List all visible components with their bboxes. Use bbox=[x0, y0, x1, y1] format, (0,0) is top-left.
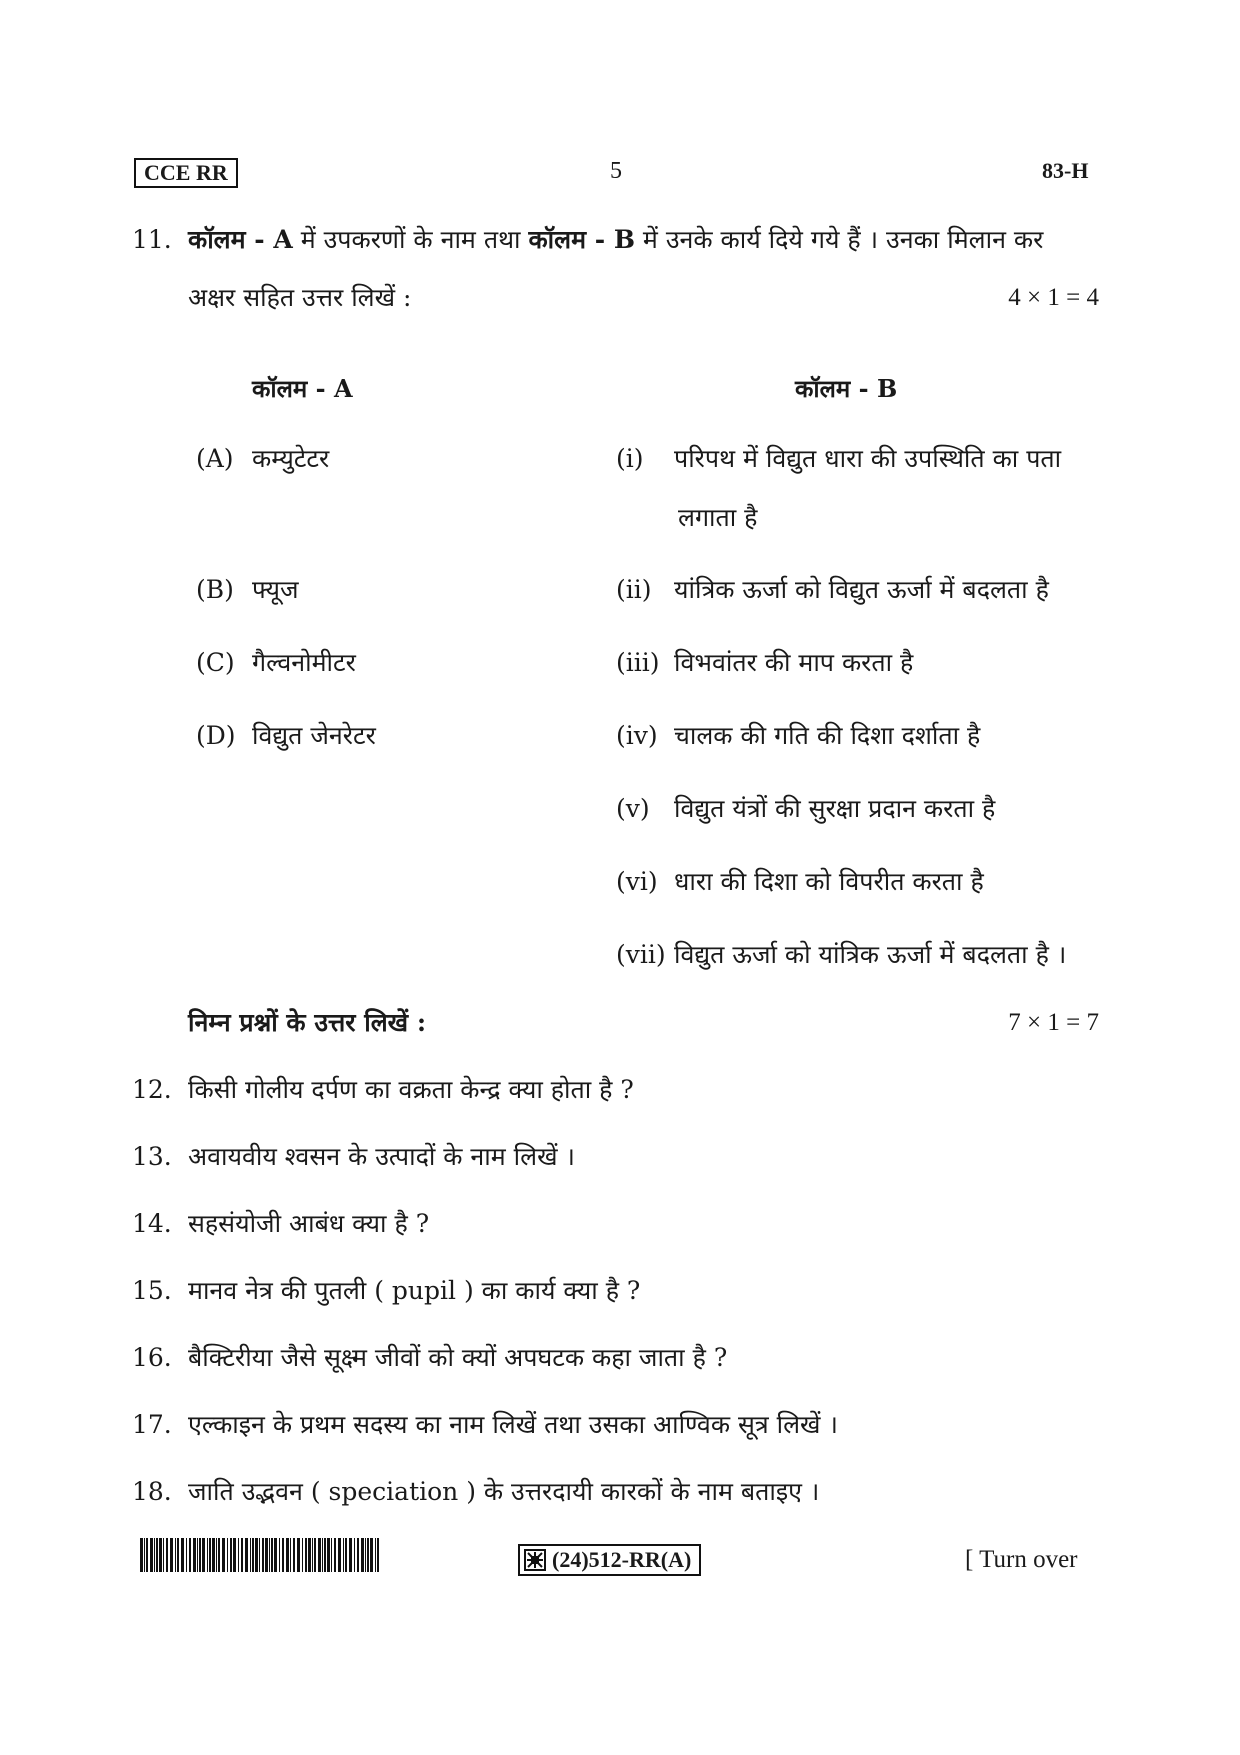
barcode-bar bbox=[222, 1538, 225, 1572]
barcode-bar bbox=[375, 1538, 376, 1572]
question-number: 13. bbox=[132, 1142, 172, 1171]
barcode-bar bbox=[322, 1538, 323, 1572]
question-number: 12. bbox=[132, 1075, 172, 1104]
question-text: जाति उद्भवन ( speciation ) के उत्तरदायी कारकों के नाम बताइए । bbox=[188, 1477, 820, 1506]
barcode-bar bbox=[197, 1538, 198, 1572]
item-text: कम्युटेटर bbox=[252, 444, 330, 473]
barcode-bar bbox=[154, 1538, 155, 1572]
barcode-bar bbox=[286, 1538, 289, 1572]
barcode-bar bbox=[361, 1538, 364, 1572]
barcode-bar bbox=[163, 1538, 164, 1572]
question-number: 15. bbox=[132, 1276, 172, 1305]
barcode-bar bbox=[377, 1538, 379, 1572]
barcode-bar bbox=[370, 1538, 373, 1572]
barcode-bar bbox=[279, 1538, 280, 1572]
question-text: मानव नेत्र की पुतली ( pupil ) का कार्य क्या है ? bbox=[188, 1276, 641, 1305]
barcode-bar bbox=[290, 1538, 291, 1572]
item-label: (iv) bbox=[616, 721, 658, 750]
barcode-bar bbox=[186, 1538, 187, 1572]
barcode-bar bbox=[193, 1538, 196, 1572]
question-12 bbox=[0, 1072, 1240, 1112]
item-label: (vi) bbox=[616, 867, 658, 896]
item-label: (ii) bbox=[616, 575, 652, 604]
item-label: (A) bbox=[196, 444, 234, 473]
barcode-bar bbox=[334, 1538, 336, 1572]
question-11-line-1 bbox=[0, 222, 1240, 262]
barcode-bar bbox=[365, 1538, 366, 1572]
barcode-bar bbox=[175, 1538, 176, 1572]
barcode-bar bbox=[241, 1538, 243, 1572]
barcode-bar bbox=[170, 1538, 173, 1572]
barcode-bar bbox=[189, 1538, 191, 1572]
item-label: (i) bbox=[616, 444, 644, 473]
item-label: (v) bbox=[616, 794, 650, 823]
question-text: अवायवीय श्वसन के उत्पादों के नाम लिखें । bbox=[188, 1142, 575, 1171]
question-17 bbox=[0, 1407, 1240, 1447]
column-b-item bbox=[600, 441, 1240, 541]
item-label: (vii) bbox=[616, 940, 666, 969]
barcode-bar bbox=[331, 1538, 332, 1572]
section-instruction: निम्न प्रश्नों के उत्तर लिखें : bbox=[188, 1008, 427, 1037]
question-11-line-2 bbox=[0, 280, 1240, 320]
item-text: परिपथ में विद्युत धारा की उपस्थिति का पता bbox=[674, 444, 1062, 473]
barcode-bar bbox=[302, 1538, 303, 1572]
barcode-bar bbox=[327, 1538, 330, 1572]
paper-code: 83-H bbox=[1042, 158, 1089, 183]
question-text: किसी गोलीय दर्पण का वक्रता केन्द्र क्या होता है ? bbox=[188, 1075, 634, 1104]
marks-allocation: 4 × 1 = 4 bbox=[1008, 284, 1099, 311]
barcode-bar bbox=[305, 1538, 307, 1572]
barcode-bar bbox=[230, 1538, 232, 1572]
item-label: (B) bbox=[196, 575, 234, 604]
barcode-bar bbox=[354, 1538, 355, 1572]
item-text: विद्युत ऊर्जा को यांत्रिक ऊर्जा में बदलता है । bbox=[674, 940, 1067, 969]
marks-allocation: 7 × 1 = 7 bbox=[1008, 1009, 1099, 1036]
column-a-item bbox=[0, 572, 600, 612]
barcode-bar bbox=[216, 1538, 217, 1572]
barcode bbox=[140, 1538, 380, 1572]
item-text: गैल्वनोमीटर bbox=[252, 648, 356, 677]
question-number: 18. bbox=[132, 1477, 172, 1506]
question-number: 11. bbox=[132, 225, 172, 254]
barcode-bar bbox=[318, 1538, 321, 1572]
column-a-item bbox=[0, 441, 600, 481]
item-text: चालक की गति की दिशा दर्शाता है bbox=[674, 721, 981, 750]
footer-code-box bbox=[518, 1544, 701, 1576]
barcode-bar bbox=[324, 1538, 326, 1572]
column-b-item bbox=[600, 718, 1240, 758]
question-13 bbox=[0, 1139, 1240, 1179]
item-text: विभवांतर की माप करता है bbox=[674, 648, 914, 677]
question-text bbox=[188, 222, 1043, 258]
barcode-bar bbox=[312, 1538, 313, 1572]
barcode-bar bbox=[357, 1538, 359, 1572]
barcode-bar bbox=[218, 1538, 220, 1572]
barcode-bar bbox=[271, 1538, 273, 1572]
barcode-bar bbox=[227, 1538, 228, 1572]
question-15 bbox=[0, 1273, 1240, 1313]
item-text: यांत्रिक ऊर्जा को विद्युत ऊर्जा में बदलता है bbox=[674, 575, 1049, 604]
barcode-bar bbox=[233, 1538, 236, 1572]
barcode-bar bbox=[255, 1538, 258, 1572]
item-text: विद्युत जेनरेटर bbox=[252, 721, 376, 750]
barcode-bar bbox=[343, 1538, 344, 1572]
barcode-bar bbox=[150, 1538, 153, 1572]
column-b-item bbox=[600, 572, 1240, 612]
barcode-bar bbox=[252, 1538, 254, 1572]
qr-mark-icon bbox=[524, 1549, 546, 1571]
barcode-bar bbox=[238, 1538, 239, 1572]
barcode-bar bbox=[209, 1538, 211, 1572]
item-label: (C) bbox=[196, 648, 235, 677]
barcode-bar bbox=[282, 1538, 284, 1572]
question-text: सहसंयोजी आबंध क्या है ? bbox=[188, 1209, 430, 1238]
barcode-bar bbox=[156, 1538, 158, 1572]
question-number: 17. bbox=[132, 1410, 172, 1439]
question-number: 16. bbox=[132, 1343, 172, 1372]
column-b-ref: कॉलम - B bbox=[528, 225, 635, 254]
column-a-item bbox=[0, 718, 600, 758]
turn-over-note: [ Turn over bbox=[965, 1546, 1078, 1573]
barcode-bar bbox=[212, 1538, 215, 1572]
barcode-bar bbox=[269, 1538, 270, 1572]
question-text: अक्षर सहित उत्तर लिखें : bbox=[188, 283, 412, 312]
barcode-bar bbox=[202, 1538, 205, 1572]
column-b-item bbox=[600, 791, 1240, 831]
page-number: 5 bbox=[610, 158, 622, 184]
column-a-heading: कॉलम - A bbox=[252, 374, 353, 403]
barcode-bar bbox=[314, 1538, 316, 1572]
column-b-heading: कॉलम - B bbox=[795, 374, 898, 403]
column-b-item bbox=[600, 937, 1240, 977]
barcode-bar bbox=[177, 1538, 179, 1572]
item-label: (iii) bbox=[616, 648, 660, 677]
exam-code-box: CCE RR bbox=[134, 158, 238, 188]
barcode-bar bbox=[293, 1538, 295, 1572]
question-text: बैक्टिरीया जैसे सूक्ष्म जीवों को क्यों अपघटक कहा जाता है ? bbox=[188, 1343, 728, 1372]
section-instruction-row bbox=[0, 1005, 1240, 1045]
barcode-bar bbox=[265, 1538, 268, 1572]
barcode-bar bbox=[274, 1538, 277, 1572]
barcode-bar bbox=[166, 1538, 168, 1572]
item-text: विद्युत यंत्रों की सुरक्षा प्रदान करता है bbox=[674, 794, 996, 823]
barcode-bar bbox=[367, 1538, 369, 1572]
column-b-item bbox=[600, 864, 1240, 904]
barcode-bar bbox=[140, 1538, 143, 1572]
column-a-item bbox=[0, 645, 600, 685]
barcode-bar bbox=[345, 1538, 347, 1572]
column-a-ref: कॉलम - A bbox=[188, 225, 293, 254]
barcode-bar bbox=[297, 1538, 300, 1572]
footer-code: (24)512-RR(A) bbox=[552, 1547, 692, 1572]
barcode-bar bbox=[181, 1538, 184, 1572]
barcode-bar bbox=[207, 1538, 208, 1572]
barcode-bar bbox=[349, 1538, 352, 1572]
barcode-bar bbox=[262, 1538, 264, 1572]
question-text-part: में उनके कार्य दिये गये हैं । उनका मिलान कर bbox=[634, 225, 1044, 254]
barcode-bar bbox=[250, 1538, 251, 1572]
barcode-bar bbox=[259, 1538, 260, 1572]
item-text: धारा की दिशा को विपरीत करता है bbox=[674, 867, 984, 896]
item-label: (D) bbox=[196, 721, 236, 750]
barcode-bar bbox=[159, 1538, 162, 1572]
barcode-bar bbox=[308, 1538, 311, 1572]
question-number: 14. bbox=[132, 1209, 172, 1238]
question-18 bbox=[0, 1474, 1240, 1514]
barcode-bar bbox=[245, 1538, 248, 1572]
question-16 bbox=[0, 1340, 1240, 1380]
barcode-bar bbox=[146, 1538, 148, 1572]
item-text-continued: लगाता है bbox=[678, 503, 758, 532]
column-b-item bbox=[600, 645, 1240, 685]
barcode-bar bbox=[144, 1538, 145, 1572]
question-text-part: में उपकरणों के नाम तथा bbox=[292, 225, 529, 254]
barcode-bar bbox=[338, 1538, 341, 1572]
question-14 bbox=[0, 1206, 1240, 1246]
item-text: फ्यूज bbox=[252, 575, 299, 604]
barcode-bar bbox=[199, 1538, 201, 1572]
question-text: एल्काइन के प्रथम सदस्य का नाम लिखें तथा उसका आण्विक सूत्र लिखें । bbox=[188, 1410, 838, 1439]
